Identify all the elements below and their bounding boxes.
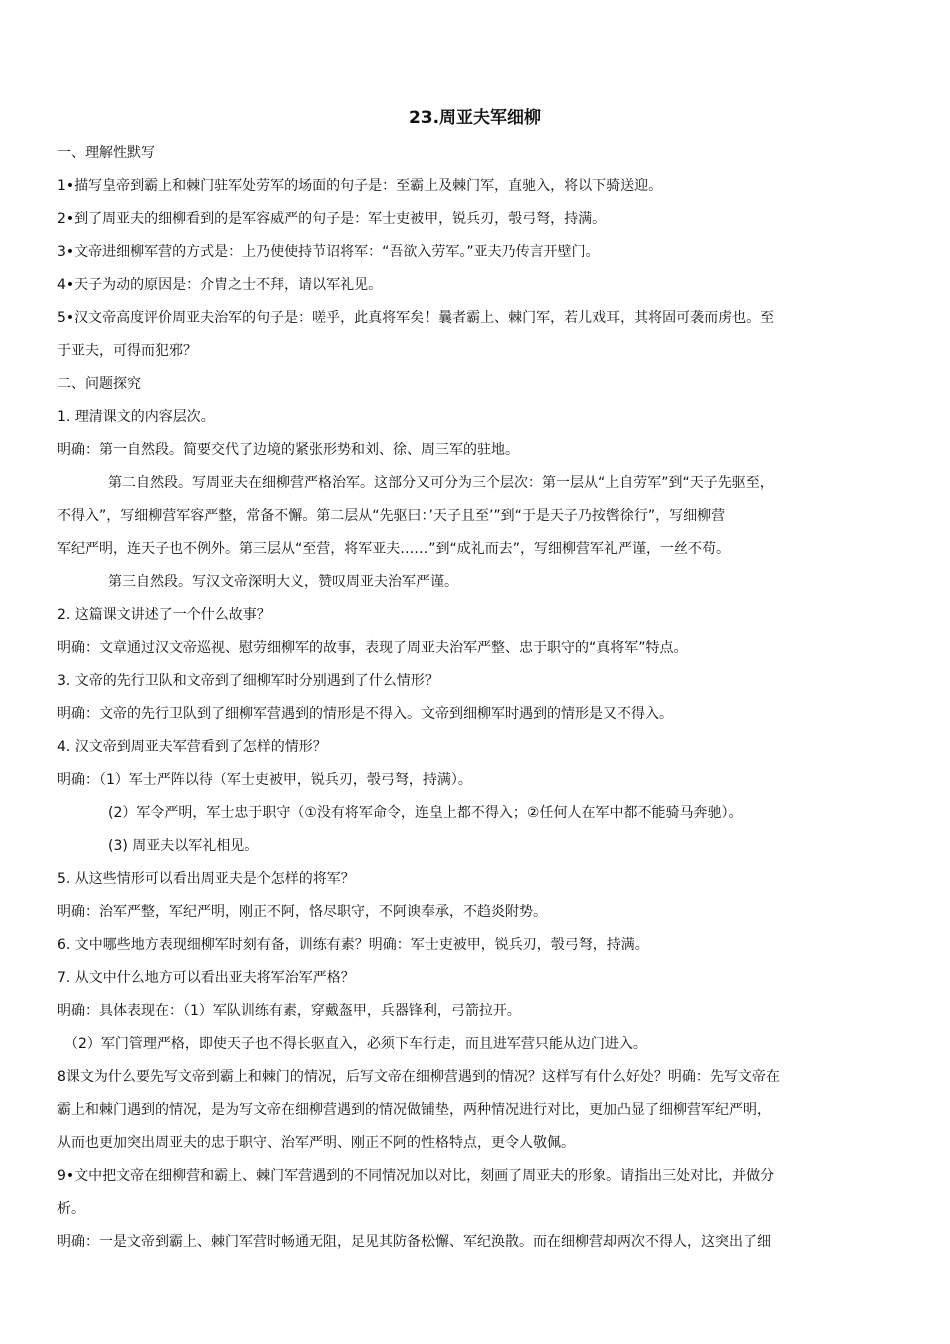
answer-line: 霸上和棘门遇到的情况，是为写文帝在细柳营遇到的情况做铺垫，两种情况进行对比，更加凸显了细柳营军纪严明， [57, 1102, 771, 1118]
answer-line: (3) 周亚夫以军礼相见。 [108, 838, 259, 854]
question-line: 1. 理清课文的内容层次。 [57, 409, 215, 425]
text-line: 3•文帝进细柳军营的方式是：上乃使使持节诏将军：“吾欲入劳军。”亚夫乃传言开壁门。 [57, 244, 600, 260]
question-line: 2. 这篇课文讲述了一个什么故事？ [57, 607, 271, 623]
question-line: 6. 文中哪些地方表现细柳军时刻有备，训练有素？明确：军士吏被甲，锐兵刃，彀弓弩，持满。 [57, 937, 649, 953]
section-heading-inquiry: 二、问题探究 [57, 376, 141, 392]
answer-line: 明确：（1）军士严阵以待（军士吏被甲，锐兵刃，彀弓弩，持满）。 [57, 772, 472, 788]
document-title: 23.周亚夫军细柳 [408, 108, 542, 128]
answer-line: 明确：治军严整，军纪严明，刚正不阿，恪尽职守，不阿谀奉承，不趋炎附势。 [57, 904, 547, 920]
question-line: 5. 从这些情形可以看出周亚夫是个怎样的将军？ [57, 871, 355, 887]
answer-line: 明确：一是文帝到霸上、棘门军营时畅通无阻，足见其防备松懈、军纪涣散。而在细柳营却两次不得人，这突出了细 [57, 1234, 771, 1250]
question-line: 3. 文帝的先行卫队和文帝到了细柳军时分别遇到了什么情形？ [57, 673, 439, 689]
text-line: 1•描写皇帝到霸上和棘门驻军处劳军的场面的句子是：至霸上及棘门军，直驰入，将以下骑送迎。 [57, 178, 663, 194]
answer-line: 明确：具体表现在：（1）军队训练有素，穿戴盔甲，兵器锋利，弓箭拉开。 [57, 1003, 521, 1019]
answer-line: 从而也更加突出周亚夫的忠于职守、治军严明、刚正不阿的性格特点，更令人敬佩。 [57, 1135, 575, 1151]
answer-line: 不得入”，写细柳营军容严整，常备不懈。第二层从“先驱曰：’天子且至’”到“于是天子乃按辔徐行”，写细柳营 [57, 508, 726, 524]
question-line: 7. 从文中什么地方可以看出亚夫将军治军严格？ [57, 970, 355, 986]
question-line: 4. 汉文帝到周亚夫军营看到了怎样的情形？ [57, 739, 327, 755]
answer-line: （2）军门管理严格，即使天子也不得长驱直入，必须下车行走，而且进军营只能从边门进入。 [64, 1036, 647, 1052]
answer-line: 明确：文章通过汉文帝巡视、慰劳细柳军的故事，表现了周亚夫治军严整、忠于职守的“真将军”特点。 [57, 640, 688, 656]
answer-line: 第二自然段。写周亚夫在细柳营严格治军。这部分又可分为三个层次：第一层从“上自劳军”到“天子先驱至， [108, 475, 774, 491]
question-line: 析。 [57, 1201, 85, 1217]
answer-line: 明确：第一自然段。简要交代了边境的紧张形势和刘、徐、周三军的驻地。 [57, 442, 519, 458]
answer-line: 军纪严明，连天子也不例外。第三层从“至营，将军亚夫……”到“成礼而去”，写细柳营军礼严谨，一丝不苟。 [57, 541, 731, 557]
answer-line: (2）军令严明，军士忠于职守（①没有将军命令，连皇上都不得入；②任何人在军中都不能骑马奔驰）。 [108, 805, 743, 821]
text-line: 4•天子为动的原因是：介胄之士不拜，请以军礼见。 [57, 277, 383, 293]
question-line: 9•文中把文帝在细柳营和霸上、棘门军营遇到的不同情况加以对比，刻画了周亚夫的形象。请指出三处对比，并做分 [57, 1168, 775, 1184]
section-heading-dictation: 一、理解性默写 [57, 145, 155, 161]
answer-line: 明确：文帝的先行卫队到了细柳军营遇到的情形是不得入。文帝到细柳军时遇到的情形是又不得入。 [57, 706, 673, 722]
text-line: 2•到了周亚夫的细柳看到的是军容威严的句子是：军士吏被甲，锐兵刃，彀弓弩，持满。 [57, 211, 607, 227]
text-line: 5•汉文帝高度评价周亚夫治军的句子是：嗟乎，此真将军矣！曩者霸上、棘门军，若儿戏耳，其将固可袭而虏也。至 [57, 310, 775, 326]
text-line: 于亚夫，可得而犯邪？ [57, 343, 197, 359]
question-line: 8课文为什么要先写文帝到霸上和棘门的情况，后写文帝在细柳营遇到的情况？这样写有什么好处？明确：先写文帝在 [57, 1069, 780, 1085]
answer-line: 第三自然段。写汉文帝深明大义，赞叹周亚夫治军严谨。 [108, 574, 458, 590]
